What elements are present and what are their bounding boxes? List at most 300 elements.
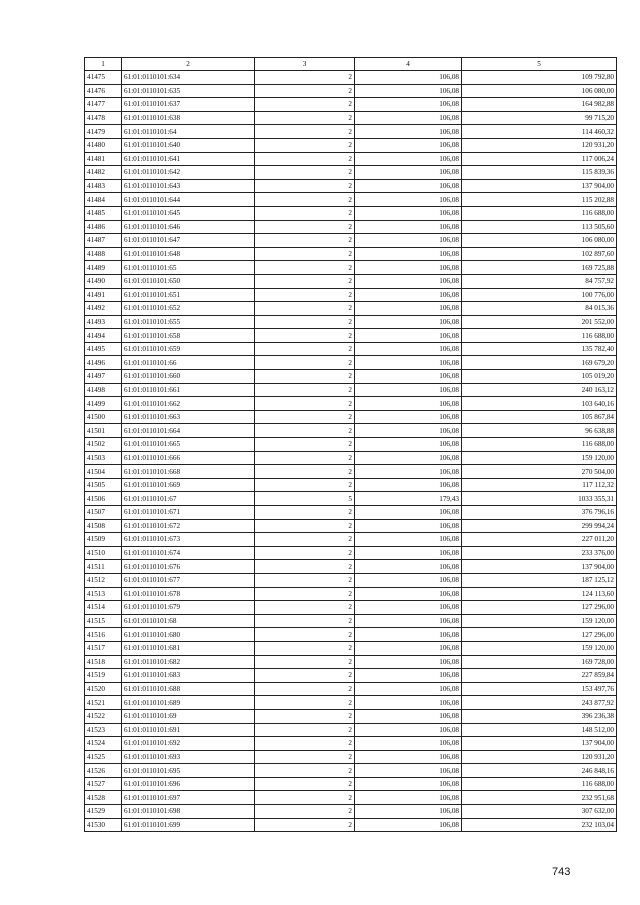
value-cell: 159 120,00 (462, 614, 617, 628)
cadastral-number-cell: 61:01:0110101:634 (122, 71, 255, 85)
count-cell: 2 (255, 179, 355, 193)
value-cell: 164 982,88 (462, 98, 617, 112)
count-cell: 2 (255, 247, 355, 261)
table-row (85, 397, 617, 411)
cadastral-number-cell: 61:01:0110101:662 (122, 397, 255, 411)
table-row (85, 560, 617, 574)
area-cell: 106,08 (355, 451, 462, 465)
count-cell: 2 (255, 125, 355, 139)
count-cell: 2 (255, 696, 355, 710)
table-row (85, 451, 617, 465)
row-number-cell: 41521 (85, 696, 122, 710)
count-cell: 2 (255, 764, 355, 778)
row-number-cell: 41523 (85, 723, 122, 737)
row-number-cell: 41498 (85, 383, 122, 397)
row-number-cell: 41514 (85, 601, 122, 615)
row-number-cell: 41501 (85, 424, 122, 438)
cadastral-number-cell: 61:01:0110101:67 (122, 492, 255, 506)
table-row (85, 424, 617, 438)
row-number-cell: 41519 (85, 669, 122, 683)
table-row (85, 723, 617, 737)
area-cell: 106,08 (355, 71, 462, 85)
row-number-cell: 41481 (85, 152, 122, 166)
cadastral-number-cell: 61:01:0110101:65 (122, 261, 255, 275)
row-number-cell: 41478 (85, 111, 122, 125)
value-cell: 135 782,40 (462, 342, 617, 356)
table-row (85, 383, 617, 397)
value-cell: 201 552,00 (462, 315, 617, 329)
table-row (85, 533, 617, 547)
value-cell: 169 679,20 (462, 356, 617, 370)
count-cell: 2 (255, 573, 355, 587)
row-number-cell: 41486 (85, 220, 122, 234)
row-number-cell: 41487 (85, 234, 122, 248)
count-cell: 2 (255, 152, 355, 166)
column-header-2: 2 (122, 58, 255, 71)
table-row (85, 519, 617, 533)
count-cell: 2 (255, 84, 355, 98)
area-cell: 106,08 (355, 805, 462, 819)
table-row (85, 614, 617, 628)
cadastral-number-cell: 61:01:0110101:635 (122, 84, 255, 98)
table-row (85, 71, 617, 85)
cadastral-number-cell: 61:01:0110101:676 (122, 560, 255, 574)
area-cell: 106,08 (355, 234, 462, 248)
count-cell: 2 (255, 220, 355, 234)
value-cell: 148 512,00 (462, 723, 617, 737)
cadastral-number-cell: 61:01:0110101:68 (122, 614, 255, 628)
row-number-cell: 41499 (85, 397, 122, 411)
area-cell: 106,08 (355, 342, 462, 356)
table-row (85, 465, 617, 479)
table-row (85, 438, 617, 452)
area-cell: 106,08 (355, 383, 462, 397)
row-number-cell: 41495 (85, 342, 122, 356)
area-cell: 106,08 (355, 206, 462, 220)
value-cell: 187 125,12 (462, 573, 617, 587)
value-cell: 299 994,24 (462, 519, 617, 533)
row-number-cell: 41516 (85, 628, 122, 642)
area-cell: 106,08 (355, 791, 462, 805)
cadastral-number-cell: 61:01:0110101:671 (122, 506, 255, 520)
table-row (85, 641, 617, 655)
row-number-cell: 41525 (85, 750, 122, 764)
table-row (85, 220, 617, 234)
value-cell: 1033 355,31 (462, 492, 617, 506)
area-cell: 106,08 (355, 696, 462, 710)
table-row (85, 166, 617, 180)
cadastral-number-cell: 61:01:0110101:699 (122, 818, 255, 832)
value-cell: 103 640,16 (462, 397, 617, 411)
value-cell: 99 715,20 (462, 111, 617, 125)
value-cell: 137 904,00 (462, 179, 617, 193)
area-cell: 106,08 (355, 573, 462, 587)
row-number-cell: 41509 (85, 533, 122, 547)
count-cell: 2 (255, 560, 355, 574)
value-cell: 105 019,20 (462, 370, 617, 384)
row-number-cell: 41477 (85, 98, 122, 112)
count-cell: 2 (255, 465, 355, 479)
value-cell: 84 015,36 (462, 302, 617, 316)
value-cell: 120 931,20 (462, 750, 617, 764)
cadastral-number-cell: 61:01:0110101:695 (122, 764, 255, 778)
value-cell: 227 011,20 (462, 533, 617, 547)
count-cell: 2 (255, 669, 355, 683)
table-row (85, 492, 617, 506)
area-cell: 106,08 (355, 777, 462, 791)
table-row (85, 288, 617, 302)
row-number-cell: 41497 (85, 370, 122, 384)
cadastral-table (84, 57, 617, 832)
value-cell: 232 951,68 (462, 791, 617, 805)
row-number-cell: 41493 (85, 315, 122, 329)
count-cell: 2 (255, 546, 355, 560)
value-cell: 117 112,32 (462, 478, 617, 492)
row-number-cell: 41527 (85, 777, 122, 791)
area-cell: 106,08 (355, 84, 462, 98)
value-cell: 120 931,20 (462, 138, 617, 152)
area-cell: 106,08 (355, 601, 462, 615)
row-number-cell: 41510 (85, 546, 122, 560)
row-number-cell: 41488 (85, 247, 122, 261)
count-cell: 2 (255, 818, 355, 832)
value-cell: 246 848,16 (462, 764, 617, 778)
area-cell: 106,08 (355, 125, 462, 139)
table-row (85, 750, 617, 764)
row-number-cell: 41530 (85, 818, 122, 832)
count-cell: 2 (255, 478, 355, 492)
count-cell: 2 (255, 451, 355, 465)
table-row (85, 546, 617, 560)
count-cell: 2 (255, 274, 355, 288)
count-cell: 2 (255, 261, 355, 275)
table-row (85, 247, 617, 261)
count-cell: 2 (255, 601, 355, 615)
cadastral-number-cell: 61:01:0110101:672 (122, 519, 255, 533)
cadastral-number-cell: 61:01:0110101:691 (122, 723, 255, 737)
area-cell: 106,08 (355, 655, 462, 669)
area-cell: 106,08 (355, 329, 462, 343)
cadastral-number-cell: 61:01:0110101:693 (122, 750, 255, 764)
row-number-cell: 41513 (85, 587, 122, 601)
area-cell: 106,08 (355, 669, 462, 683)
cadastral-number-cell: 61:01:0110101:673 (122, 533, 255, 547)
row-number-cell: 41491 (85, 288, 122, 302)
value-cell: 105 867,84 (462, 410, 617, 424)
cadastral-number-cell: 61:01:0110101:668 (122, 465, 255, 479)
area-cell: 106,08 (355, 193, 462, 207)
row-number-cell: 41520 (85, 682, 122, 696)
count-cell: 2 (255, 370, 355, 384)
row-number-cell: 41503 (85, 451, 122, 465)
count-cell: 2 (255, 506, 355, 520)
area-cell: 106,08 (355, 274, 462, 288)
row-number-cell: 41476 (85, 84, 122, 98)
row-number-cell: 41505 (85, 478, 122, 492)
count-cell: 2 (255, 234, 355, 248)
area-cell: 106,08 (355, 288, 462, 302)
table-row (85, 342, 617, 356)
row-number-cell: 41507 (85, 506, 122, 520)
cadastral-number-cell: 61:01:0110101:644 (122, 193, 255, 207)
row-number-cell: 41480 (85, 138, 122, 152)
row-number-cell: 41506 (85, 492, 122, 506)
table-row (85, 111, 617, 125)
table-row (85, 628, 617, 642)
value-cell: 116 688,00 (462, 777, 617, 791)
area-cell: 106,08 (355, 465, 462, 479)
cadastral-number-cell: 61:01:0110101:682 (122, 655, 255, 669)
column-header-3: 3 (255, 58, 355, 71)
row-number-cell: 41500 (85, 410, 122, 424)
table-row (85, 274, 617, 288)
cadastral-number-cell: 61:01:0110101:689 (122, 696, 255, 710)
area-cell: 106,08 (355, 506, 462, 520)
row-number-cell: 41526 (85, 764, 122, 778)
value-cell: 102 897,60 (462, 247, 617, 261)
value-cell: 116 688,00 (462, 329, 617, 343)
cadastral-number-cell: 61:01:0110101:652 (122, 302, 255, 316)
count-cell: 2 (255, 709, 355, 723)
table-row (85, 573, 617, 587)
table-row (85, 682, 617, 696)
value-cell: 232 103,04 (462, 818, 617, 832)
cadastral-number-cell: 61:01:0110101:660 (122, 370, 255, 384)
table-row (85, 506, 617, 520)
row-number-cell: 41496 (85, 356, 122, 370)
value-cell: 376 796,16 (462, 506, 617, 520)
cadastral-number-cell: 61:01:0110101:681 (122, 641, 255, 655)
value-cell: 84 757,92 (462, 274, 617, 288)
table-row (85, 764, 617, 778)
row-number-cell: 41484 (85, 193, 122, 207)
count-cell: 2 (255, 71, 355, 85)
table-row (85, 777, 617, 791)
area-cell: 106,08 (355, 641, 462, 655)
cadastral-number-cell: 61:01:0110101:680 (122, 628, 255, 642)
area-cell: 106,08 (355, 247, 462, 261)
area-cell: 106,08 (355, 166, 462, 180)
cadastral-number-cell: 61:01:0110101:679 (122, 601, 255, 615)
count-cell: 2 (255, 628, 355, 642)
count-cell: 2 (255, 750, 355, 764)
table-row (85, 234, 617, 248)
row-number-cell: 41482 (85, 166, 122, 180)
count-cell: 2 (255, 438, 355, 452)
value-cell: 124 113,60 (462, 587, 617, 601)
row-number-cell: 41522 (85, 709, 122, 723)
row-number-cell: 41528 (85, 791, 122, 805)
count-cell: 2 (255, 614, 355, 628)
value-cell: 240 163,12 (462, 383, 617, 397)
count-cell: 2 (255, 655, 355, 669)
table-row (85, 206, 617, 220)
page-number: 743 (552, 866, 571, 878)
value-cell: 169 725,88 (462, 261, 617, 275)
cadastral-number-cell: 61:01:0110101:647 (122, 234, 255, 248)
table-row (85, 696, 617, 710)
count-cell: 2 (255, 805, 355, 819)
cadastral-number-cell: 61:01:0110101:665 (122, 438, 255, 452)
count-cell: 5 (255, 492, 355, 506)
count-cell: 2 (255, 682, 355, 696)
table-row (85, 791, 617, 805)
count-cell: 2 (255, 410, 355, 424)
value-cell: 115 839,36 (462, 166, 617, 180)
cadastral-number-cell: 61:01:0110101:678 (122, 587, 255, 601)
area-cell: 106,08 (355, 709, 462, 723)
table-row (85, 805, 617, 819)
count-cell: 2 (255, 315, 355, 329)
row-number-cell: 41479 (85, 125, 122, 139)
row-number-cell: 41515 (85, 614, 122, 628)
value-cell: 243 877,92 (462, 696, 617, 710)
area-cell: 106,08 (355, 438, 462, 452)
area-cell: 106,08 (355, 138, 462, 152)
area-cell: 106,08 (355, 614, 462, 628)
count-cell: 2 (255, 533, 355, 547)
cadastral-number-cell: 61:01:0110101:697 (122, 791, 255, 805)
row-number-cell: 41502 (85, 438, 122, 452)
area-cell: 106,08 (355, 315, 462, 329)
count-cell: 2 (255, 356, 355, 370)
cadastral-number-cell: 61:01:0110101:648 (122, 247, 255, 261)
value-cell: 117 006,24 (462, 152, 617, 166)
table-row (85, 302, 617, 316)
area-cell: 106,08 (355, 682, 462, 696)
count-cell: 2 (255, 777, 355, 791)
area-cell: 106,08 (355, 397, 462, 411)
count-cell: 2 (255, 641, 355, 655)
value-cell: 137 904,00 (462, 560, 617, 574)
row-number-cell: 41518 (85, 655, 122, 669)
area-cell: 106,08 (355, 302, 462, 316)
table-row (85, 98, 617, 112)
cadastral-number-cell: 61:01:0110101:638 (122, 111, 255, 125)
cadastral-number-cell: 61:01:0110101:663 (122, 410, 255, 424)
count-cell: 2 (255, 737, 355, 751)
value-cell: 227 859,84 (462, 669, 617, 683)
cadastral-number-cell: 61:01:0110101:661 (122, 383, 255, 397)
value-cell: 153 497,76 (462, 682, 617, 696)
value-cell: 106 080,00 (462, 234, 617, 248)
count-cell: 2 (255, 302, 355, 316)
cadastral-number-cell: 61:01:0110101:674 (122, 546, 255, 560)
area-cell: 106,08 (355, 519, 462, 533)
count-cell: 2 (255, 587, 355, 601)
area-cell: 106,08 (355, 220, 462, 234)
count-cell: 2 (255, 723, 355, 737)
column-header-5: 5 (462, 58, 617, 71)
count-cell: 2 (255, 206, 355, 220)
table-row (85, 329, 617, 343)
area-cell: 106,08 (355, 410, 462, 424)
value-cell: 116 688,00 (462, 438, 617, 452)
cadastral-number-cell: 61:01:0110101:669 (122, 478, 255, 492)
count-cell: 2 (255, 111, 355, 125)
value-cell: 169 728,00 (462, 655, 617, 669)
table-row (85, 669, 617, 683)
area-cell: 106,08 (355, 370, 462, 384)
table-row (85, 410, 617, 424)
value-cell: 109 792,80 (462, 71, 617, 85)
table-row (85, 261, 617, 275)
table-row (85, 152, 617, 166)
area-cell: 106,08 (355, 98, 462, 112)
count-cell: 2 (255, 424, 355, 438)
table-header-row (85, 58, 617, 71)
area-cell: 106,08 (355, 179, 462, 193)
table-row (85, 356, 617, 370)
column-header-4: 4 (355, 58, 462, 71)
table-row (85, 138, 617, 152)
value-cell: 96 638,88 (462, 424, 617, 438)
cadastral-number-cell: 61:01:0110101:646 (122, 220, 255, 234)
cadastral-number-cell: 61:01:0110101:655 (122, 315, 255, 329)
count-cell: 2 (255, 329, 355, 343)
table-body (85, 71, 617, 832)
area-cell: 106,08 (355, 628, 462, 642)
value-cell: 127 296,00 (462, 628, 617, 642)
count-cell: 2 (255, 166, 355, 180)
cadastral-number-cell: 61:01:0110101:677 (122, 573, 255, 587)
column-header-1: 1 (85, 58, 122, 71)
count-cell: 2 (255, 288, 355, 302)
row-number-cell: 41485 (85, 206, 122, 220)
table-row (85, 601, 617, 615)
table-row (85, 478, 617, 492)
value-cell: 115 202,88 (462, 193, 617, 207)
count-cell: 2 (255, 98, 355, 112)
cadastral-number-cell: 61:01:0110101:698 (122, 805, 255, 819)
cadastral-number-cell: 61:01:0110101:642 (122, 166, 255, 180)
area-cell: 106,08 (355, 261, 462, 275)
cadastral-number-cell: 61:01:0110101:658 (122, 329, 255, 343)
table-row (85, 587, 617, 601)
table-row (85, 179, 617, 193)
area-cell: 106,08 (355, 818, 462, 832)
table-row (85, 370, 617, 384)
value-cell: 270 504,00 (462, 465, 617, 479)
area-cell: 106,08 (355, 356, 462, 370)
value-cell: 396 236,38 (462, 709, 617, 723)
count-cell: 2 (255, 519, 355, 533)
row-number-cell: 41490 (85, 274, 122, 288)
table-row (85, 193, 617, 207)
row-number-cell: 41529 (85, 805, 122, 819)
value-cell: 100 776,00 (462, 288, 617, 302)
row-number-cell: 41492 (85, 302, 122, 316)
count-cell: 2 (255, 193, 355, 207)
area-cell: 179,43 (355, 492, 462, 506)
area-cell: 106,08 (355, 764, 462, 778)
value-cell: 159 120,00 (462, 641, 617, 655)
row-number-cell: 41489 (85, 261, 122, 275)
value-cell: 137 904,00 (462, 737, 617, 751)
area-cell: 106,08 (355, 111, 462, 125)
cadastral-number-cell: 61:01:0110101:641 (122, 152, 255, 166)
count-cell: 2 (255, 791, 355, 805)
cadastral-number-cell: 61:01:0110101:64 (122, 125, 255, 139)
row-number-cell: 41494 (85, 329, 122, 343)
cadastral-number-cell: 61:01:0110101:69 (122, 709, 255, 723)
table-row (85, 709, 617, 723)
value-cell: 159 120,00 (462, 451, 617, 465)
table-row (85, 84, 617, 98)
count-cell: 2 (255, 383, 355, 397)
row-number-cell: 41517 (85, 641, 122, 655)
value-cell: 106 080,00 (462, 84, 617, 98)
